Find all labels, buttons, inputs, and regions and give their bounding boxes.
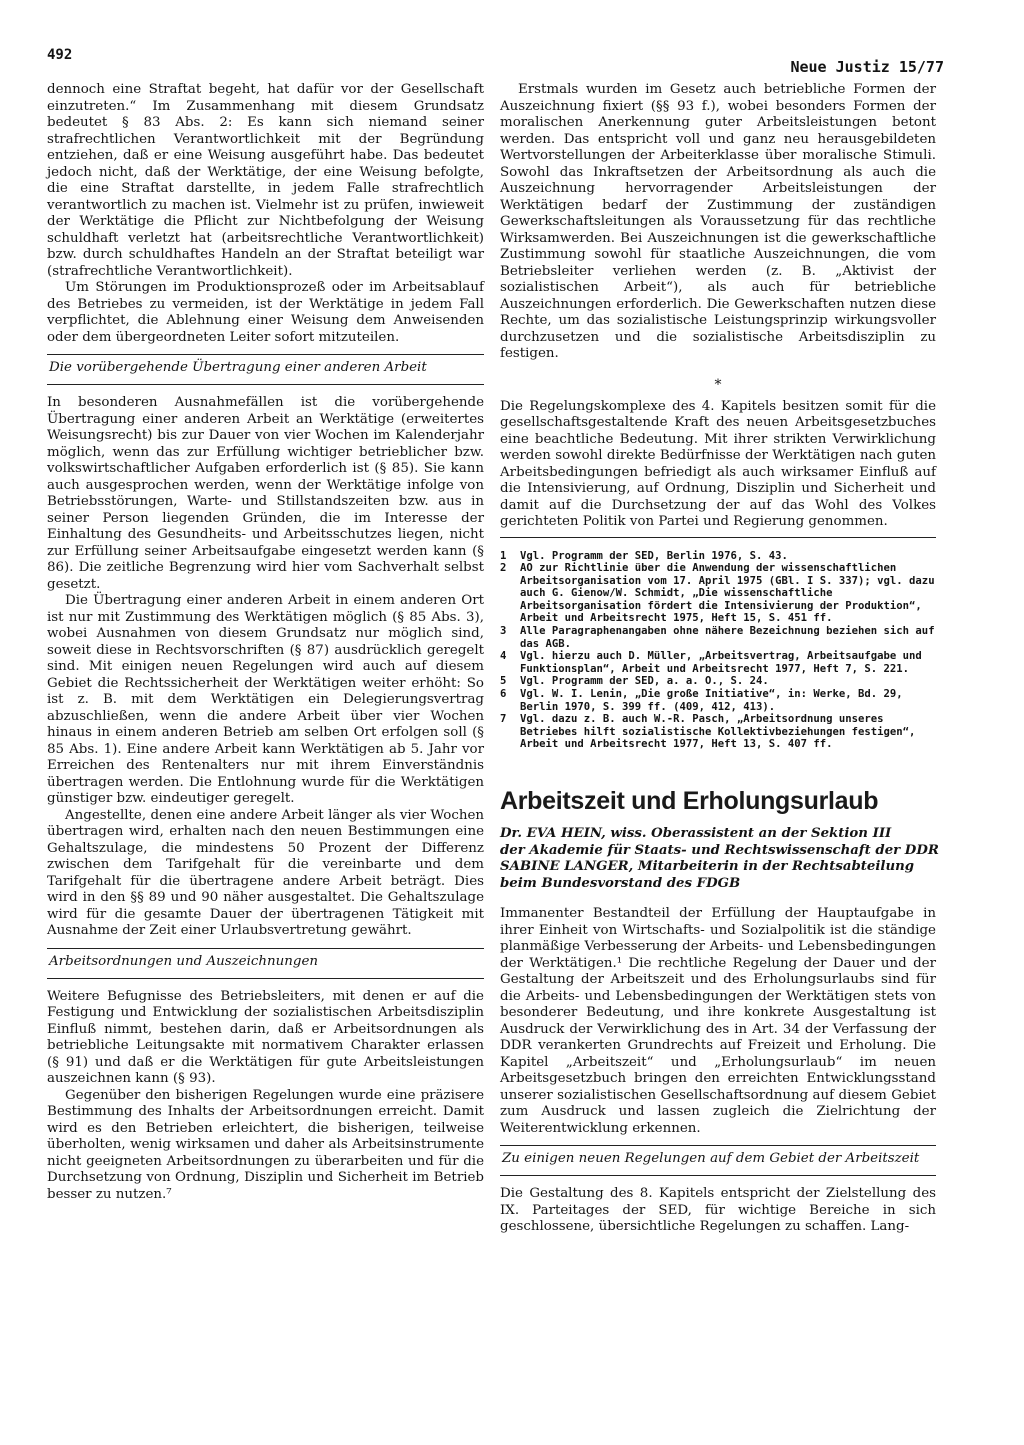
paragraph: Gegenüber den bisherigen Regelungen wurde eine präzisere Bestimmung des Inhalts der Arbeitsordnungen erreicht. Damit wird es den Betrieben erleichtert, die bisherigen, teilweise überholten, wenig wirksamen und daher als Arbeitsinstrumente nicht geeigneten Arbeitsordnungen zu überarbeiten und für die Durchsetzung von Ordnung, Disziplin und Sicherheit im Betrieb besser zu nutzen.⁷ bbox=[47, 1087, 484, 1202]
footnote bbox=[500, 688, 936, 713]
section-heading: Die vorübergehende Übertragung einer anderen Arbeit bbox=[47, 354, 484, 385]
footnote-number: 4 bbox=[500, 650, 507, 663]
footnote bbox=[500, 650, 936, 675]
footnote bbox=[500, 562, 936, 625]
paragraph: Um Störungen im Produktionsprozeß oder im Arbeitsablauf des Betriebes zu vermeiden, ist der Werktätige in jedem Fall verpflichtet, die Ablehnung einer Weisung dem Anweisenden oder dem übergeordneten Leiter sofort mitzuteilen. bbox=[47, 280, 484, 345]
footnote-text: Vgl. W. I. Lenin, „Die große Initiative“, in: Werke, Bd. 29, Berlin 1970, S. 399 ff. (409, 412, 413). bbox=[520, 688, 903, 713]
footnote-text: Alle Paragraphenangaben ohne nähere Bezeichnung beziehen sich auf das AGB. bbox=[520, 625, 935, 650]
footnote-number: 1 bbox=[500, 549, 507, 562]
footnote bbox=[500, 675, 936, 688]
paragraph: Weitere Befugnisse des Betriebsleiters, mit denen er auf die Festigung und Entwicklung der sozialistischen Arbeitsdisziplin Einfluß nimmt, bestehen darin, daß er Arbeitsordnungen als betriebliche Leitungsakte mit normativem Charakter erlassen (§ 91) und daß er die Werktätigen für gute Arbeitsleistungen auszeichnen kann (§ 93). bbox=[47, 988, 484, 1086]
right-column bbox=[500, 82, 939, 1236]
paragraph: Die Regelungskomplexe des 4. Kapitels besitzen somit für die gesellschaftsgestaltende Kraft des neuen Arbeitsgesetzbuches eine beachtliche Bedeutung. Mit ihrer strikten Verwirklichung werden sowohl direkte Bedürfnisse der Werktätigen nach guten Arbeitsbedingungen befriedigt als auch wirksamer Einfluß auf die Intensivierung, auf Ordnung, Disziplin und Sicherheit und damit auf die Durchsetzung der auf das Wohl des Volkes gerichteten Politik von Partei und Regierung genommen. bbox=[500, 398, 936, 529]
paragraph: Immanenter Bestandteil der Erfüllung der Hauptaufgabe in ihrer Einheit von Wirtschafts- und Sozialpolitik ist die ständige planmäßige Verbesserung der Arbeits- und Lebensbedingungen der Werktätigen.¹ Die rechtliche Regelung der Dauer und der Gestaltung der Arbeitszeit und des Erholungsurlaubs sind für die Arbeits- und Lebensbedingungen der Werktätigen stets von besonderer Bedeutung, und ihre konkrete Ausgestaltung ist Ausdruck der Verwirklichung des in Art. 34 der Verfassung der DDR verankerten Grundrechts auf Freizeit und Erholung. Die Kapitel „Arbeitszeit“ und „Erholungsurlaub“ im neuen Arbeitsgesetzbuch bringen den erreichten Entwicklungsstand unserer sozialistischen Gesellschaftsordnung auf diesem Gebiet zum Ausdruck und lassen zugleich die Zielrichtung der Weiterentwicklung erkennen. bbox=[500, 906, 936, 1136]
footnote-number: 5 bbox=[500, 675, 507, 688]
footnote bbox=[500, 625, 936, 650]
author-line: beim Bundesvorstand des FDGB bbox=[500, 875, 741, 891]
author-line: SABINE LANGER, Mitarbeiterin in der Rechtsabteilung bbox=[500, 859, 915, 874]
footnote-text: Vgl. Programm der SED, Berlin 1976, S. 43. bbox=[520, 549, 788, 562]
footnote-number: 7 bbox=[500, 713, 507, 726]
section-heading: Zu einigen neuen Regelungen auf dem Gebiet der Arbeitszeit bbox=[500, 1145, 936, 1176]
paragraph: Die Übertragung einer anderen Arbeit in einem anderen Ort ist nur mit Zustimmung des Werktätigen möglich (§ 85 Abs. 3), wobei Ausnahmen von diesem Grundsatz nur möglich sind, soweit diese in Rechtsvorschriften (§ 87) ausdrücklich geregelt sind. Mit einigen neuen Regelungen wird auch auf diesem Gebiet die Rechtssicherheit der Werktätigen weiter erhöht: So ist z. B. mit dem Werktätigen ein Delegierungsvertrag abzuschließen, wenn die andere Arbeit über vier Wochen hinaus in einem anderen Betrieb am selben Ort erfolgen soll (§ 85 Abs. 1). Eine andere Arbeit kann Werktätigen ab 5. Jahr vor Erreichen des Rentenalters nur mit ihrem Einverständnis übertragen werden. Die Entlohnung wurde für die Werktätigen günstiger bzw. eindeutiger geregelt. bbox=[47, 593, 484, 806]
footnote-number: 3 bbox=[500, 625, 507, 638]
paragraph: Die Gestaltung des 8. Kapitels entspricht der Zielstellung des IX. Parteitages der SED, für wichtige Bereiche in sich geschlossene, übersichtliche Regelungen zu schaffen. Lang- bbox=[500, 1186, 936, 1234]
paragraph: Erstmals wurden im Gesetz auch betriebliche Formen der Auszeichnung fixiert (§§ 93 f.), wobei besonders Formen der moralischen Anerkennung guter Arbeitsleistungen betont werden. Das entspricht voll und ganz neu herausgebildeten Wertvorstellungen der Arbeiterklasse über moralische Stimuli. Sowohl das Inkraftsetzen der Arbeitsordnung als auch die Auszeichnung hervorragender Arbeitsleistungen der Werktätigen bedarf der Zustimmung der zuständigen Gewerkschaftsleitungen als Voraussetzung für das rechtliche Wirksamwerden. Bei Auszeichnungen ist die gewerkschaftliche Zustimmung sowohl für staatliche Auszeichnungen, die vom Betriebsleiter verliehen werden (z. B. „Aktivist der sozialistischen Arbeit“), als auch für betriebliche Auszeichnungen erforderlich. Die Gewerkschaften nutzen diese Rechte, um das sozialistische Leistungsprinzip wirkungsvoller durchzusetzen und die sozialistische Arbeitsdisziplin zu festigen. bbox=[500, 82, 936, 361]
left-column bbox=[47, 82, 484, 1203]
author-line: Dr. EVA HEIN, wiss. Oberassistent an der Sektion III bbox=[500, 826, 892, 841]
paragraph: Angestellte, denen eine andere Arbeit länger als vier Wochen übertragen wird, erhalten nach den neuen Bestimmungen eine Gehaltszulage, die mindestens 50 Prozent der Differenz zwischen dem Tarifgehalt für die vereinbarte und dem Tarifgehalt für die übertragene andere Arbeit beträgt. Dies wird in den §§ 89 und 90 näher ausgestaltet. Die Gehaltszulage wird für die gesamte Dauer der übertragenen Tätigkeit mit Ausnahme der Zeit einer Urlaubsvertretung gewährt. bbox=[47, 807, 484, 938]
footnote bbox=[500, 550, 936, 563]
footnote-number: 6 bbox=[500, 688, 507, 701]
footnote-number: 2 bbox=[500, 562, 507, 575]
footnote-text: Vgl. dazu z. B. auch W.-R. Pasch, „Arbeitsordnung unseres Betriebes hilft sozialistische Kollektivbeziehungen festigen“, Arbeit und Arbeitsrecht 1977, Heft 13, S. 407 ff. bbox=[520, 713, 916, 751]
section-separator: * bbox=[714, 376, 722, 393]
author-byline bbox=[500, 826, 939, 892]
section-heading: Arbeitsordnungen und Auszeichnungen bbox=[47, 948, 484, 979]
article-title: Arbeitszeit und Erholungsurlaub bbox=[500, 787, 879, 815]
paragraph: In besonderen Ausnahmefällen ist die vorübergehende Übertragung einer anderen Arbeit an Werktätige (erweitertes Weisungsrecht) bis zur Dauer von vier Wochen im Kalenderjahr möglich, wenn das zur Erfüllung wichtiger betrieblicher bzw. volkswirtschaftlicher Aufgaben erforderlich ist (§ 85). Sie kann auch ausgesprochen werden, wenn der Werktätige infolge von Betriebsstörungen, Warte- und Stillstandszeiten bzw. aus in seiner Person liegenden Gründen, die im Interesse der Einhaltung des Gesundheits- und Arbeitsschutzes liegen, nicht zur Erfüllung seiner Arbeitsaufgabe eingesetzt werden kann (§ 86). Die zeitliche Begrenzung wird hier vom Sachverhalt selbst gesetzt. bbox=[47, 395, 484, 592]
footnote-divider bbox=[500, 537, 936, 538]
footnote-text: Vgl. Programm der SED, a. a. O., S. 24. bbox=[520, 675, 769, 688]
footnotes bbox=[500, 550, 936, 752]
page-number: 492 bbox=[47, 47, 73, 63]
author-line: der Akademie für Staats- und Rechtswissenschaft der DDR bbox=[500, 842, 939, 858]
paragraph: dennoch eine Straftat begeht, hat dafür vor der Gesellschaft einzutreten.“ Im Zusammenhang mit diesem Grundsatz bedeutet § 83 Abs. 2: Es kann sich niemand seiner strafrechtlichen Verantwortlichkeit mit der Begründung entziehen, daß er eine Weisung ausgeführt habe. Das bedeutet jedoch nicht, daß der Werktätige, der eine Weisung befolgte, die eine Straftat darstellte, in jedem Falle strafrechtlich verantwortlich zu machen ist. Vielmehr ist zu prüfen, inwieweit der Werktätige die Pflicht zur Nichtbefolgung der Weisung schuldhaft verletzt hat (arbeitsrechtliche Verantwortlichkeit) bzw. durch schuldhaftes Handeln an der Straftat beteiligt war (strafrechtliche Verantwortlichkeit). bbox=[47, 82, 484, 279]
footnote bbox=[500, 713, 936, 751]
journal-issue: Neue Justiz 15/77 bbox=[790, 58, 944, 76]
footnote-text: Vgl. hierzu auch D. Müller, „Arbeitsvertrag, Arbeitsaufgabe und Funktionsplan“, Arbeit und Arbeitsrecht 1977, Heft 7, S. 221. bbox=[520, 650, 922, 675]
footnote-text: AO zur Richtlinie über die Anwendung der wissenschaftlichen Arbeitsorganisation vom 17. April 1975 (GBl. I S. 337); vgl. dazu auch G. Gienow/W. Schmidt, „Die wissenschaftliche Arbeitsorganisation fördert die Intensivierung der Produktion“, Arbeit und Arbeitsrecht 1975, Heft 15, S. 451 ff. bbox=[520, 562, 935, 625]
